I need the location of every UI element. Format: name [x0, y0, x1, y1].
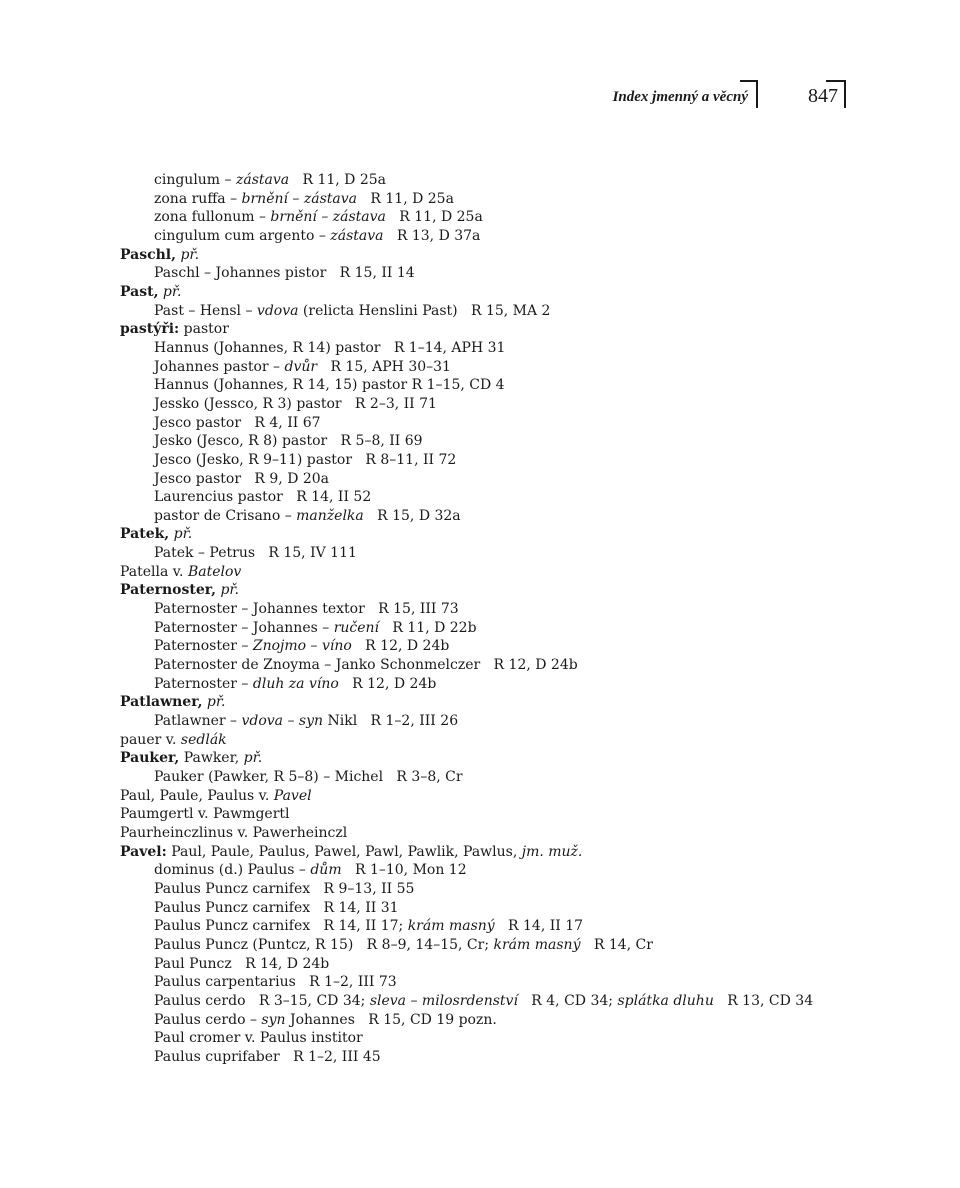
entry-text: splátka dluhu [617, 992, 714, 1009]
entry-text: zástava [235, 172, 290, 188]
entry-text: Paulus cerdo – [154, 1011, 262, 1028]
index-subentry [120, 899, 840, 918]
entry-text: zona fullonum – [154, 209, 271, 226]
index-subentry [120, 432, 840, 451]
entry-text: Znojmo – víno [252, 638, 352, 655]
entry-text: Jesco pastor R 9, D 20a [154, 470, 330, 487]
index-subentry [120, 675, 840, 694]
entry-text: cingulum – [154, 172, 236, 188]
index-subentry [120, 414, 840, 433]
entry-text: R 11, D 25a [357, 190, 454, 207]
entry-text: R 13, D 37a [383, 227, 481, 244]
entry-text: sedlák [180, 731, 227, 748]
entry-text: R 11, D 25a [289, 172, 387, 188]
entry-text: Hannus (Johannes, R 14, 15) pastor R 1–15, CD 4 [154, 377, 505, 394]
entry-text: Paulus Puncz carnifex R 14, II 31 [154, 899, 399, 916]
index-entry [120, 525, 840, 544]
index-subentry [120, 190, 840, 209]
entry-text: Paulus cuprifaber R 1–2, III 45 [154, 1048, 381, 1065]
index-subentry [120, 227, 840, 246]
entry-text: Hannus (Johannes, R 14) pastor R 1–14, APH 31 [154, 339, 506, 356]
index-entry [120, 581, 840, 600]
entry-text: sleva – milosrdenství [369, 992, 518, 1009]
entry-text: Paul, Paule, Paulus, Pawel, Pawl, Pawlik, Pawlus, [166, 843, 522, 860]
entry-text: Paternoster – [154, 675, 253, 692]
index-subentry [120, 992, 840, 1011]
entry-text: Johannes R 15, CD 19 pozn. [285, 1011, 497, 1028]
entry-text: Paul Puncz R 14, D 24b [154, 955, 330, 972]
index-subentry [120, 302, 840, 321]
entry-text: Patlawner – [154, 713, 242, 730]
index-subentry [120, 656, 840, 675]
entry-text: manželka [296, 507, 364, 524]
index-subentry [120, 768, 840, 787]
index-entry [120, 283, 840, 302]
entry-text: Paschl, [120, 246, 176, 263]
entry-text: Paulus Puncz carnifex R 9–13, II 55 [154, 880, 415, 897]
index-entry [120, 787, 840, 806]
entry-text: Past, [120, 283, 159, 300]
entry-text: př. [162, 283, 182, 300]
index-subentry [120, 358, 840, 377]
entry-text: Laurencius pastor R 14, II 52 [154, 489, 372, 506]
entry-text: Paternoster de Znoyma – Janko Schonmelczer R 12, D 24b [154, 657, 578, 674]
running-header [0, 80, 960, 112]
entry-text: Patella v. [120, 563, 188, 580]
index-subentry [120, 955, 840, 974]
entry-text: dům [310, 862, 342, 879]
index-subentry [120, 880, 840, 899]
entry-text: R 13, CD 34 [713, 992, 814, 1009]
entry-text: Patek – Petrus R 15, IV 111 [154, 545, 357, 562]
entry-text: Jesko (Jesco, R 8) pastor R 5–8, II 69 [154, 433, 423, 450]
entry-text: Jessko (Jessco, R 3) pastor R 2–3, II 71 [154, 395, 437, 412]
index-entry [120, 320, 840, 339]
index-subentry [120, 619, 840, 638]
index-subentry [120, 171, 840, 190]
entry-text: pastor de Crisano – [154, 507, 297, 524]
index-subentry [120, 1029, 840, 1048]
entry-text: (relicta Henslini Past) R 15, MA 2 [298, 302, 551, 319]
entry-text: krám masný [407, 918, 495, 935]
index-subentry [120, 395, 840, 414]
entry-text: krám masný [493, 936, 581, 953]
entry-text: R 15, D 32a [363, 507, 461, 524]
page-number: 847 [808, 85, 838, 107]
entry-text: Paulus Puncz (Puntcz, R 15) R 8–9, 14–15, Cr; [154, 936, 494, 953]
entry-text: př. [243, 750, 263, 767]
index-subentry [120, 1048, 840, 1067]
entry-text: Pavel [273, 787, 312, 804]
entry-text: cingulum cum argento – [154, 227, 331, 244]
index-entry [120, 805, 840, 824]
entry-text: Batelov [187, 563, 242, 580]
entry-text: Paschl – Johannes pistor R 15, II 14 [154, 265, 415, 282]
index-subentry [120, 544, 840, 563]
index-entry [120, 731, 840, 750]
entry-text: zástava [330, 227, 384, 244]
entry-text: Paternoster – Johannes textor R 15, III 73 [154, 601, 459, 618]
entry-text: Paurheinczlinus v. Pawerheinczl [120, 824, 348, 841]
entry-text: př. [220, 582, 240, 599]
entry-text: R 11, D 22b [379, 619, 477, 636]
index-entry [120, 563, 840, 582]
entry-text: Nikl R 1–2, III 26 [323, 713, 459, 730]
entry-text: zona ruffa – [154, 190, 242, 207]
entry-text: dluh za víno [252, 675, 339, 692]
entry-text: Paternoster – Johannes – [154, 619, 334, 636]
entry-text: brnění – zástava [241, 190, 358, 207]
entry-text: Paulus cerdo R 3–15, CD 34; [154, 992, 370, 1009]
entry-text: Paumgertl v. Pawmgertl [120, 806, 290, 823]
entry-text: Pauker (Pawker, R 5–8) – Michel R 3–8, Cr [154, 769, 463, 785]
entry-text: dominus (d.) Paulus – [154, 862, 311, 879]
entry-text: př. [206, 694, 226, 711]
entry-text: Paulus carpentarius R 1–2, III 73 [154, 974, 397, 991]
entry-text: ručení [333, 619, 380, 636]
index-subentry [120, 637, 840, 656]
entry-text: Pauker, [120, 750, 180, 767]
entry-text: Paternoster, [120, 582, 216, 599]
entry-text: př. [173, 526, 193, 543]
corner-mark [826, 80, 846, 108]
index-subentry [120, 600, 840, 619]
entry-text: R 1–10, Mon 12 [341, 862, 467, 879]
entry-text: vdova – syn [241, 713, 324, 730]
entry-text: Patlawner, [120, 694, 203, 711]
entry-text: Jesco pastor R 4, II 67 [154, 414, 321, 431]
entry-text: pastýři: [120, 321, 180, 338]
entry-text: dvůr [284, 358, 318, 375]
entry-text: R 4, CD 34; [517, 992, 618, 1009]
corner-mark [740, 80, 758, 108]
index-list [120, 171, 840, 1067]
entry-text: pastor [179, 321, 229, 338]
entry-text: Past – Hensl – [154, 302, 257, 319]
entry-text: Paulus Puncz carnifex R 14, II 17; [154, 918, 408, 935]
index-subentry [120, 936, 840, 955]
index-entry [120, 246, 840, 265]
index-subentry [120, 339, 840, 358]
index-subentry [120, 470, 840, 489]
index-entry [120, 843, 840, 862]
index-subentry [120, 917, 840, 936]
index-subentry [120, 264, 840, 283]
index-subentry [120, 488, 840, 507]
index-entry [120, 749, 840, 768]
index-entry [120, 693, 840, 712]
entry-text: Patek, [120, 526, 170, 543]
entry-text: Pawker, [179, 750, 244, 767]
entry-text: R 11, D 25a [385, 209, 483, 226]
entry-text: R 15, APH 30–31 [317, 358, 451, 375]
entry-text: Johannes pastor – [154, 358, 285, 375]
index-subentry [120, 208, 840, 227]
entry-text: Jesco (Jesko, R 9–11) pastor R 8–11, II 72 [154, 451, 457, 468]
entry-text: Pavel: [120, 843, 167, 860]
index-subentry [120, 376, 840, 395]
running-title: Index jmenný a věcný [612, 89, 748, 105]
index-entry [120, 824, 840, 843]
entry-text: R 12, D 24b [338, 675, 437, 692]
entry-text: syn [261, 1011, 286, 1028]
index-subentry [120, 861, 840, 880]
entry-text: Paul cromer v. Paulus institor [154, 1030, 363, 1047]
entry-text: jm. muž. [521, 843, 583, 860]
entry-text: brnění – zástava [270, 209, 386, 226]
entry-text: R 14, Cr [580, 936, 653, 953]
entry-text: R 14, II 17 [494, 918, 584, 935]
index-subentry [120, 507, 840, 526]
entry-text: R 12, D 24b [351, 638, 450, 655]
index-subentry [120, 973, 840, 992]
entry-text: př. [180, 246, 200, 263]
entry-text: vdova [256, 302, 299, 319]
index-subentry [120, 451, 840, 470]
entry-text: pauer v. [120, 731, 181, 748]
index-subentry [120, 1011, 840, 1030]
entry-text: Paul, Paule, Paulus v. [120, 787, 274, 804]
entry-text: Paternoster – [154, 638, 253, 655]
index-subentry [120, 712, 840, 731]
